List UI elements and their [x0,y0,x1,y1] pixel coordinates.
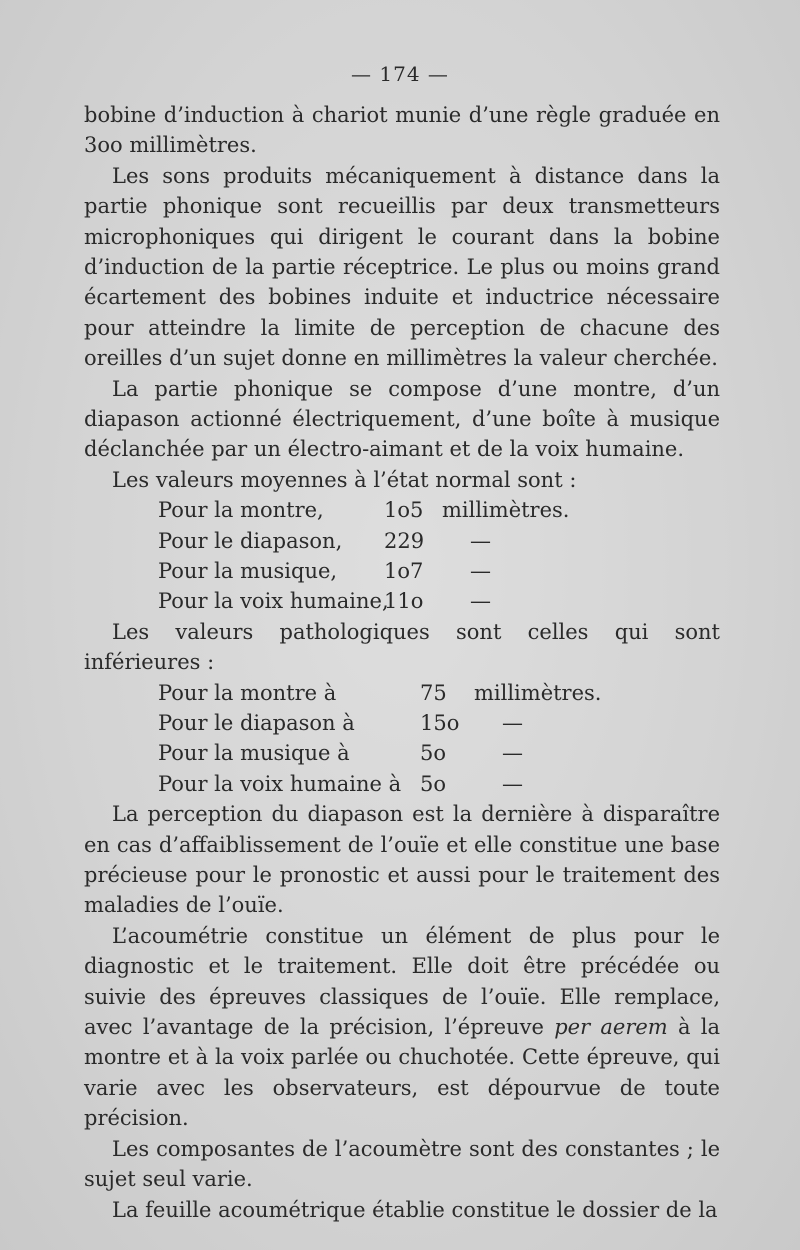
pathological-values-intro: Les valeurs pathologiques sont celles qui sont inférieures : [84,619,720,675]
paragraph-continuation: bobine d’induction à chariot munie d’une règle graduée en 3oo millimètres. [84,103,720,158]
row-value: 11o [384,589,424,614]
pathological-values-table [84,678,720,800]
row-unit: — [470,589,491,614]
normal-values-table [84,495,720,617]
row-unit: — [502,741,523,766]
table-row [84,678,720,708]
row-value: 5o [420,741,447,766]
row-value: 5o [420,771,447,796]
table-row [84,586,720,616]
table-row [84,738,720,768]
per-aerem-italic: per aerem [554,1015,668,1040]
row-value: 1o5 [384,498,424,523]
table-row [84,526,720,556]
body-text [84,100,720,1225]
row-value: 15o [420,711,460,736]
row-unit: millimètres. [442,498,570,523]
table-row [84,708,720,738]
row-unit: — [502,771,523,796]
paragraph-components: Les composantes de l’acoumètre sont des constantes ; le sujet seul varie. [84,1136,720,1192]
row-label: Pour le diapason, [158,528,343,553]
row-value: 75 [420,680,447,705]
row-unit: — [470,528,491,553]
table-row [84,495,720,525]
page-number: — 174 — [351,62,449,86]
normal-values-intro: Les valeurs moyennes à l’état normal sont : [112,467,577,492]
row-label: Pour la voix humaine, [158,589,389,614]
row-label: Pour le diapason à [158,711,355,736]
row-label: Pour la montre, [158,498,324,523]
paragraph-diapason-perception: La perception du diapason est la dernière à disparaître en cas d’affaiblissement de l’ouïe et elle constitue une base précieuse pour le pronostic et aussi pour le traitement des maladies de l’ouïe. [84,802,720,918]
paragraph-phonic-part: La partie phonique se compose d’une montre, d’un diapason actionné électriquement, d’une boîte à musique déclanchée par un électro-aimant et de la voix humaine. [84,376,720,462]
table-row [84,556,720,586]
row-value: 1o7 [384,559,424,584]
row-label: Pour la musique à [158,741,350,766]
row-label: Pour la musique, [158,559,338,584]
row-label: Pour la voix humaine à [158,771,402,796]
row-value: 229 [384,528,425,553]
paragraph-acoumetric-sheet: La feuille acoumétrique établie constitue le dossier de la [112,1197,718,1222]
paragraph-sound-transmission: Les sons produits mécaniquement à distance dans la partie phonique sont recueillis par deux transmetteurs microphoniques qui dirigent le courant dans la bobine d’induction de la partie réceptrice. Le plus ou moins grand écartement des bobines induite et inductrice nécessaire pour atteindre la limite de perception de chacune des oreilles d’un sujet donne en millimètres la valeur cherchée. [84,163,720,371]
table-row [84,769,720,799]
acoumetry-text-end: à la montre et à la voix parlée ou chuchotée. Cette épreuve, qui varie avec les observateurs, est dépourvue de toute précision. [84,1015,721,1131]
row-label: Pour la montre à [158,680,337,705]
row-unit: — [502,711,523,736]
acoumetry-text-start: L’acoumétrie constitue un élément de plus pour le diagnostic et le traitement. Elle doit être précédée ou suivie des épreuves classiques de l’ouïe. Elle remplace, avec l’avantage de la précision, l’épreuve [84,923,720,1040]
row-unit: millimètres. [474,680,602,705]
row-unit: — [470,559,491,584]
paragraph-acoumetry [84,921,720,1134]
